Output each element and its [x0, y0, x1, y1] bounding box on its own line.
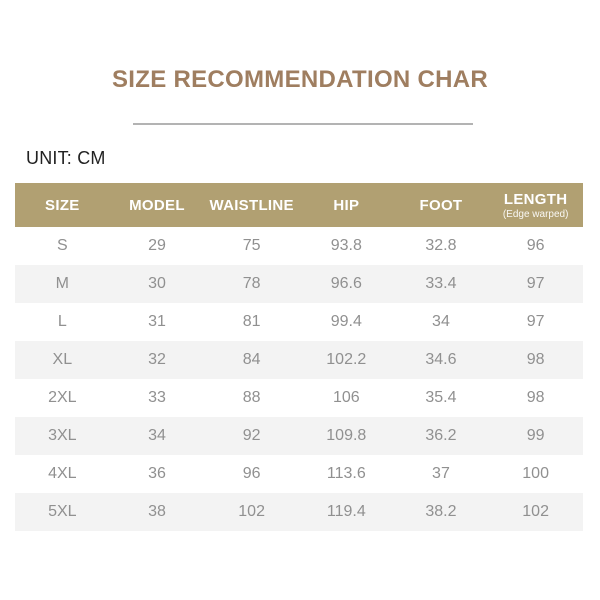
column-header-label: SIZE: [45, 196, 80, 214]
column-header-label: LENGTH: [503, 190, 568, 208]
table-cell: 78: [242, 275, 261, 292]
size-table-head: [15, 183, 583, 227]
table-cell: 106: [332, 389, 360, 406]
table-cell: 29: [148, 237, 166, 254]
table-cell: 119.4: [326, 503, 366, 520]
table-cell: 84: [242, 351, 261, 368]
size-cell: S: [56, 237, 68, 254]
column-header-foot: [394, 183, 489, 227]
table-row-5xl: [15, 493, 583, 531]
table-cell: 37: [432, 465, 450, 482]
table-cell: 102.2: [326, 351, 367, 368]
table-cell: 109.8: [326, 427, 367, 444]
table-cell: 33.4: [425, 275, 457, 292]
unit-label: UNIT: CM: [26, 148, 106, 168]
table-cell: 75: [242, 237, 261, 254]
size-cell: XL: [52, 351, 73, 368]
column-header-length: [488, 183, 583, 227]
table-row-3xl: [15, 417, 583, 455]
table-cell: 38: [148, 503, 166, 520]
table-cell: 32: [148, 351, 166, 368]
table-cell: 81: [242, 313, 261, 330]
table-cell: 36: [148, 465, 166, 482]
table-cell: 102: [238, 503, 265, 520]
table-cell: 97: [526, 313, 545, 330]
column-header-waistline: [204, 183, 299, 227]
table-cell: 98: [526, 351, 545, 368]
column-header-label: WAISTLINE: [209, 196, 294, 214]
table-cell: 34: [148, 427, 166, 444]
column-header-size: [15, 183, 110, 227]
table-cell: 99.4: [330, 313, 362, 330]
table-cell: 30: [148, 275, 166, 292]
column-header-label: HIP: [333, 196, 360, 214]
table-cell: 31: [148, 313, 166, 330]
table-row-xl: [15, 341, 583, 379]
table-cell: 35.4: [425, 389, 457, 406]
size-table: [15, 183, 583, 531]
table-cell: 32.8: [425, 237, 457, 254]
table-row-s: [15, 227, 583, 265]
page-title: SIZE RECOMMENDATION CHAR: [111, 66, 489, 93]
size-cell: 2XL: [48, 389, 77, 406]
table-cell: 96: [526, 237, 545, 254]
table-cell: 102: [522, 503, 549, 520]
size-table-body: [15, 227, 583, 531]
column-header-model: [110, 183, 205, 227]
table-row-4xl: [15, 455, 583, 493]
table-cell: 33: [148, 389, 166, 406]
table-cell: 34: [432, 313, 450, 330]
table-cell: 88: [242, 389, 261, 406]
column-header-note: (Edge warped): [502, 208, 569, 220]
table-cell: 34.6: [425, 351, 457, 368]
size-cell: 5XL: [48, 503, 77, 520]
table-row-2xl: [15, 379, 583, 417]
column-header-label: MODEL: [129, 196, 185, 214]
table-row-m: [15, 265, 583, 303]
size-cell: L: [57, 313, 67, 330]
table-cell: 96.6: [330, 275, 362, 292]
size-table-head-row: [15, 183, 583, 227]
table-cell: 36.2: [425, 427, 457, 444]
table-cell: 38.2: [425, 503, 457, 520]
title-divider: [133, 123, 473, 125]
column-header-label: FOOT: [419, 196, 463, 214]
column-header-hip: [299, 183, 394, 227]
size-cell: 3XL: [48, 427, 77, 444]
table-cell: 92: [242, 427, 261, 444]
table-cell: 93.8: [330, 237, 362, 254]
table-cell: 113.6: [326, 465, 366, 482]
table-cell: 96: [242, 465, 261, 482]
table-cell: 98: [526, 389, 545, 406]
table-cell: 99: [526, 427, 545, 444]
size-cell: M: [55, 275, 69, 292]
table-row-l: [15, 303, 583, 341]
table-cell: 97: [526, 275, 545, 292]
size-cell: 4XL: [48, 465, 77, 482]
table-cell: 100: [522, 465, 549, 482]
